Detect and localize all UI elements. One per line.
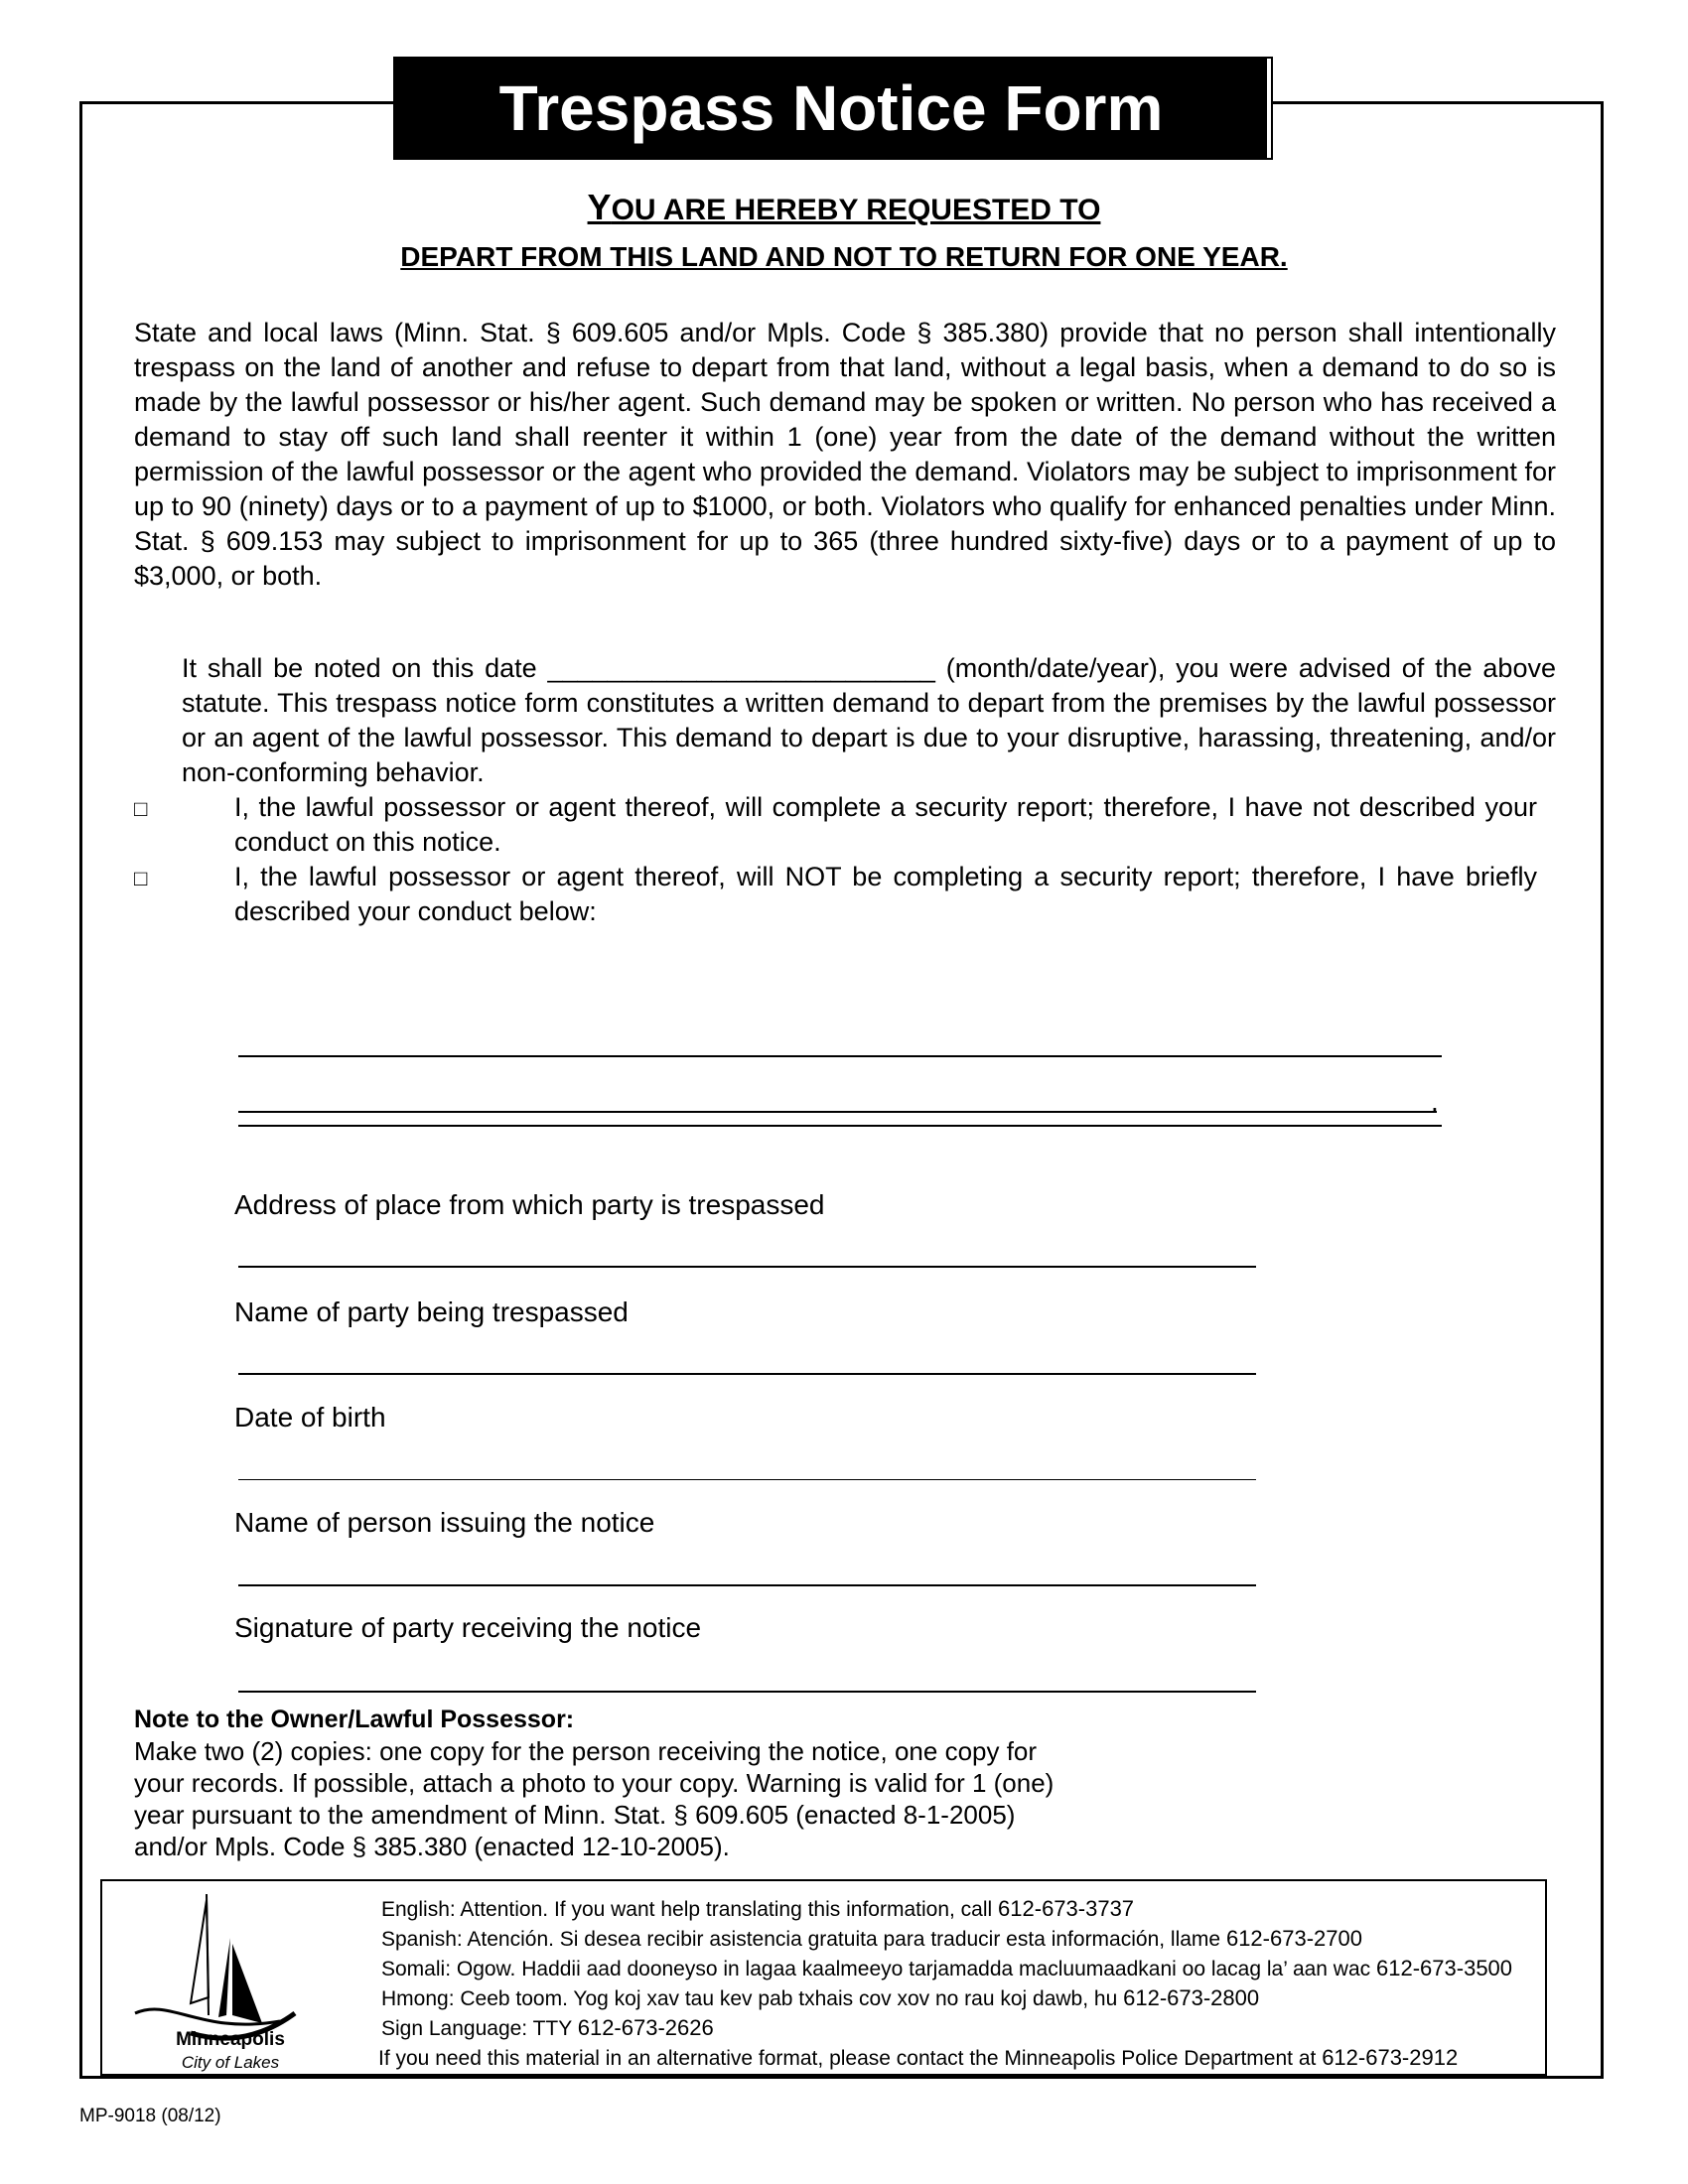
language-text: Hmong: Ceeb toom. Yog koj xav tau kev pab txhais cov xov no rau koj dawb, hu <box>381 1987 1118 2010</box>
language-phone: 612-673-2626 <box>577 2015 714 2040</box>
language-phone: 612-673-2912 <box>1322 2045 1459 2070</box>
signature-label: Signature of party receiving the notice <box>234 1612 702 1643</box>
option-will-not-report-text: I, the lawful possessor or agent thereof, will NOT be completing a security report; therefore, I have briefly described your conduct below: <box>234 862 1537 926</box>
conduct-end-mark: . <box>1431 1086 1439 1117</box>
language-line-spanish <box>381 1926 1362 1952</box>
language-line-alternative-format <box>378 2045 1458 2071</box>
note-body: Make two (2) copies: one copy for the person receiving the notice, one copy for your records. If possible, attach a photo to your copy. Warning is valid for 1 (one) year pursuant to the amendment of Minn. Stat. § 609.605 (enacted 8-1-2005) and/or Mpls. Code § 385.380 (enacted 12-10-2005). <box>134 1736 1055 1861</box>
language-line-english <box>381 1896 1134 1922</box>
language-text: Somali: Ogow. Haddii aad dooneyso in lagaa kaalmeeyo tarjamadda macluumaadkani oo lacag la’ aan wac <box>381 1958 1371 1980</box>
language-text: English: Attention. If you want help translating this information, call <box>381 1898 993 1921</box>
dob-field[interactable] <box>238 1479 1256 1480</box>
heading-rest: OU ARE HEREBY REQUESTED TO <box>611 194 1101 226</box>
language-text: Spanish: Atención. Si desea recibir asistencia gratuita para traducir esta información, llame <box>381 1928 1221 1951</box>
language-phone: 612-673-2700 <box>1225 1926 1362 1951</box>
heading-line-2: DEPART FROM THIS LAND AND NOT TO RETURN FOR ONE YEAR. <box>400 241 1288 272</box>
language-phone: 612-673-2800 <box>1123 1985 1260 2010</box>
language-line-hmong <box>381 1985 1259 2011</box>
conduct-line-3[interactable] <box>238 1125 1442 1127</box>
language-line-sign <box>381 2015 714 2041</box>
heading-initial: Y <box>587 187 612 227</box>
name-label: Name of party being trespassed <box>234 1297 629 1327</box>
name-field[interactable] <box>238 1373 1256 1375</box>
checkbox-will-report[interactable]: □ <box>134 796 148 821</box>
address-field[interactable] <box>238 1266 1256 1268</box>
note-title: Note to the Owner/Lawful Possessor: <box>134 1706 575 1733</box>
language-phone: 612-673-3737 <box>998 1896 1135 1921</box>
checkbox-will-not-report[interactable]: □ <box>134 866 148 890</box>
form-title-banner <box>395 59 1271 158</box>
signature-field[interactable] <box>238 1691 1256 1693</box>
notice-after-blank: (month/date/year), you were advised of the above statute. This trespass notice form constitutes a written demand to depart from the premises by the lawful possessor or an agent of the lawful possessor. This demand to depart is due to your disruptive, harassing, threatening, and/or non-conforming behavior. <box>182 653 1556 787</box>
language-text: Sign Language: TTY <box>381 2017 572 2040</box>
option-will-report-text: I, the lawful possessor or agent thereof, will complete a security report; therefore, I have not described your conduct on this notice. <box>234 792 1537 857</box>
issuer-label: Name of person issuing the notice <box>234 1507 655 1538</box>
notice-paragraph <box>182 651 1556 790</box>
address-label: Address of place from which party is trespassed <box>234 1189 825 1220</box>
statute-paragraph: State and local laws (Minn. Stat. § 609.605 and/or Mpls. Code § 385.380) provide that no person shall intentionally trespass on the land of another and refuse to depart from that land, without a legal basis, when a demand to do so is made by the lawful possessor or his/her agent. Such demand may be spoken or written. No person who has received a demand to stay off such land shall reenter it within 1 (one) year from the date of the demand without the written permission of the lawful possessor or the agent who provided the demand. Violators may be subject to imprisonment for up to 90 (ninety) days or to a payment of up to $1000, or both. Violators who qualify for enhanced penalties under Minn. Stat. § 609.153 may subject to imprisonment for up to 365 (three hundred sixty-five) days or to a payment of up to $3,000, or both. <box>134 318 1556 591</box>
issuer-field[interactable] <box>238 1584 1256 1586</box>
language-line-somali <box>381 1956 1512 1981</box>
date-blank[interactable]: __________________________ <box>547 653 935 683</box>
language-phone: 612-673-3500 <box>1376 1956 1513 1980</box>
conduct-line-2[interactable] <box>238 1111 1437 1113</box>
dob-label: Date of birth <box>234 1402 386 1433</box>
notice-before-blank: It shall be noted on this date <box>182 653 537 683</box>
logo-tagline: City of Lakes <box>181 2053 280 2072</box>
language-text: If you need this material in an alternative format, please contact the Minneapolis Police Department at <box>378 2047 1317 2070</box>
form-title: Trespass Notice Form <box>498 72 1164 144</box>
heading-line-1 <box>0 187 1688 228</box>
form-number: MP-9018 (08/12) <box>79 2106 221 2126</box>
conduct-line-1[interactable] <box>238 1055 1442 1057</box>
logo-name: Minneapolis <box>176 2029 285 2050</box>
